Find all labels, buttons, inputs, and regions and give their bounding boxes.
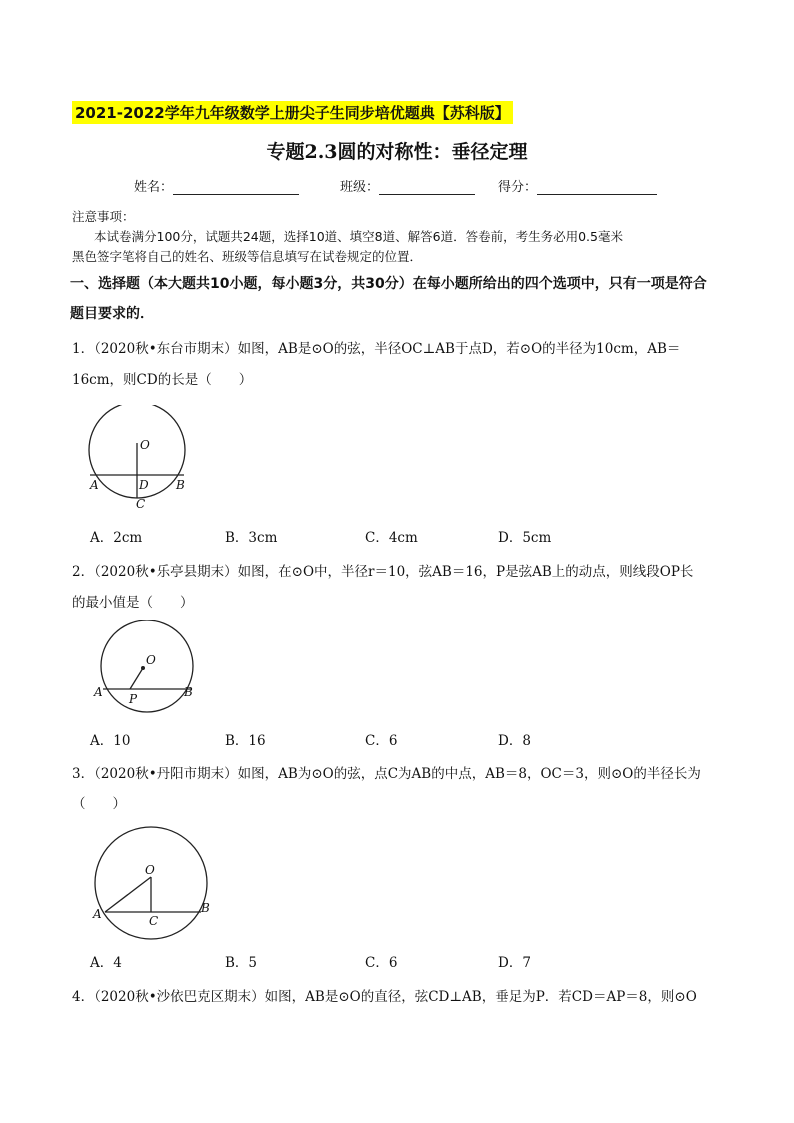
question-3-figure	[88, 822, 218, 947]
label-b: B	[201, 901, 210, 915]
score-blank	[537, 180, 657, 195]
label-b: B	[184, 685, 193, 699]
q2-option-c[interactable]: C．6	[365, 733, 398, 749]
q1-option-a[interactable]: A．2cm	[90, 530, 143, 546]
notes-line-2: 黑色签字笔将自己的姓名、班级等信息填写在试卷规定的位置．	[72, 249, 423, 264]
q3-option-d[interactable]: D．7	[498, 955, 531, 971]
class-label: 班级：	[340, 180, 380, 195]
question-1-figure	[80, 405, 200, 515]
label-a: A	[93, 907, 102, 921]
score-field	[498, 176, 657, 195]
q3-option-a[interactable]: A．4	[90, 955, 122, 971]
label-d: D	[139, 478, 149, 492]
label-p: P	[129, 692, 138, 706]
center-dot	[141, 666, 145, 670]
question-3-line-1: 3．（2020秋•丹阳市期末）如图，AB为⊙O的弦，点C为AB的中点，AB＝8，OC＝3，则⊙O的半径长为	[72, 766, 701, 782]
page-title: 专题2.3圆的对称性：垂径定理	[266, 141, 528, 163]
question-1-line-2: 16cm，则CD的长是（ ）	[72, 372, 253, 388]
q2-option-b[interactable]: B．16	[225, 733, 266, 749]
q2-option-a[interactable]: A．10	[90, 733, 131, 749]
label-c: C	[136, 497, 146, 511]
q1-option-b[interactable]: B．3cm	[225, 530, 278, 546]
notes-heading: 注意事项：	[72, 209, 135, 224]
question-3-line-2: （ ）	[72, 796, 126, 812]
label-a: A	[90, 478, 99, 492]
label-a: A	[94, 685, 103, 699]
label-o: O	[146, 653, 156, 667]
q3-option-b[interactable]: B．5	[225, 955, 258, 971]
name-blank	[173, 180, 299, 195]
section-heading-line-1: 一、选择题（本大题共10小题，每小题3分，共30分）在每小题所给出的四个选项中，只有一项是符合	[70, 276, 707, 292]
q1-option-c[interactable]: C．4cm	[365, 530, 418, 546]
label-o: O	[140, 438, 150, 452]
question-2-line-2: 的最小值是（ ）	[72, 595, 194, 611]
section-heading-line-2: 题目要求的．	[70, 306, 154, 322]
q2-option-d[interactable]: D．8	[498, 733, 531, 749]
label-o: O	[145, 863, 155, 877]
class-field	[340, 176, 475, 195]
label-b: B	[176, 478, 185, 492]
segment-op	[130, 668, 143, 689]
q1-option-d[interactable]: D．5cm	[498, 530, 552, 546]
label-c: C	[149, 914, 159, 928]
name-label: 姓名：	[134, 180, 174, 195]
question-2-line-1: 2．（2020秋•乐亭县期末）如图，在⊙O中，半径r＝10，弦AB＝16，P是弦AB上的动点，则线段OP长	[72, 564, 694, 580]
notes-line-1: 本试卷满分100分，试题共24题，选择10道、填空8道、解答6道．答卷前，考生务必用0.5毫米	[94, 229, 623, 244]
series-banner: 2021-2022学年九年级数学上册尖子生同步培优题典【苏科版】	[72, 101, 513, 124]
class-blank	[379, 180, 475, 195]
score-label: 得分：	[498, 180, 538, 195]
q3-option-c[interactable]: C．6	[365, 955, 398, 971]
question-4-line-1: 4．（2020秋•沙依巴克区期末）如图，AB是⊙O的直径，弦CD⊥AB，垂足为P．若CD＝AP＝8，则⊙O	[72, 989, 697, 1005]
radius-oa	[105, 877, 151, 912]
question-2-figure	[88, 620, 208, 720]
name-field	[134, 176, 299, 195]
question-1-line-1: 1．（2020秋•东台市期末）如图，AB是⊙O的弦，半径OC⊥AB于点D，若⊙O的半径为10cm，AB＝	[72, 341, 681, 357]
